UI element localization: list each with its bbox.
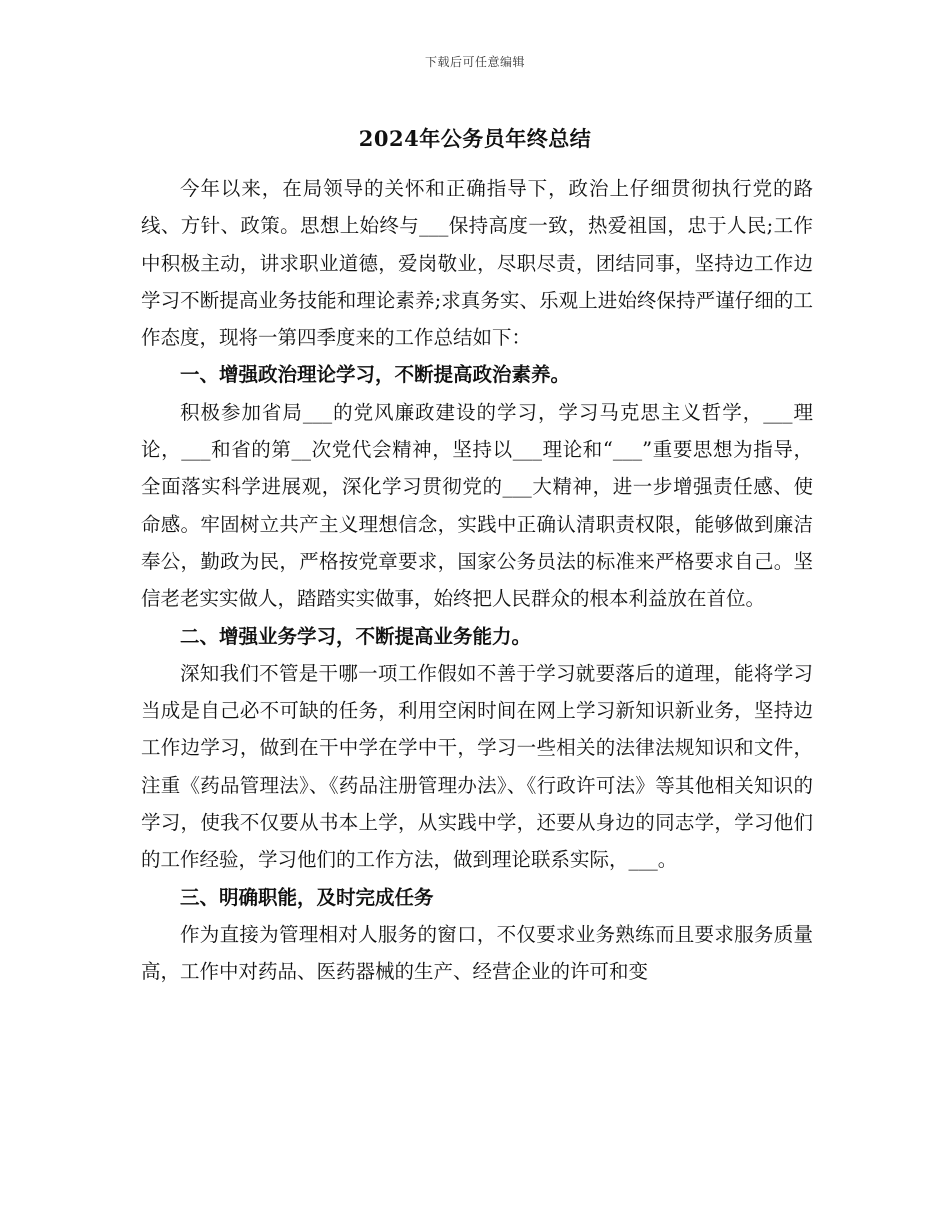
section-heading-3: 三、明确职能，及时完成任务 — [180, 885, 434, 909]
section-heading-2: 二、增强业务学习，不断提高业务能力。 — [180, 624, 532, 648]
page-title: 2024年公务员年终总结 — [358, 126, 592, 151]
section-paragraph-3: 作为直接为管理相对人服务的窗口，不仅要求业务熟练而且要求服务质量高，工作中对药品、医药器械的生产、经营企业的许可和变 — [141, 922, 813, 984]
section-paragraph-2: 深知我们不管是干哪一项工作假如不善于学习就要落后的道理，能将学习当成是自己必不可缺的任务，利用空闲时间在网上学习新知识新业务，坚持边工作边学习，做到在干中学在学中干，学习一些相关的法律法规知识和文件，注重《药品管理法》、《药品注册管理办法》、《行政许可法》等其他相关知识的学习，使我不仅要从书本上学，从实践中学，还要从身边的同志学，学习他们的工作经验，学习他们的工作方法，做到理论联系实际，___。 — [141, 661, 813, 872]
document-body — [141, 170, 813, 991]
intro-paragraph: 今年以来，在局领导的关怀和正确指导下，政治上仔细贯彻执行党的路线、方针、政策。思想上始终与___保持高度一致，热爱祖国，忠于人民;工作中积极主动，讲求职业道德，爱岗敬业，尽职尽责，团结同事，坚持边工作边学习不断提高业务技能和理论素养;求真务实、乐观上进始终保持严谨仔细的工作态度，现将一第四季度来的工作总结如下： — [141, 177, 813, 350]
section-paragraph-1: 积极参加省局___的党风廉政建设的学习，学习马克思主义哲学，___理论，___和省的第__次党代会精神，坚持以___理论和“___”重要思想为指导，全面落实科学进展观，深化学习贯彻党的___大精神，进一步增强责任感、使命感。牢固树立共产主义理想信念，实践中正确认清职责权限，能够做到廉洁奉公，勤政为民，严格按党章要求，国家公务员法的标准来严格要求自己。坚信老老实实做人，踏踏实实做事，始终把人民群众的根本利益放在首位。 — [141, 400, 813, 611]
section-heading-1: 一、增强政治理论学习，不断提高政治素养。 — [180, 363, 571, 387]
header-note: 下载后可任意编辑 — [424, 55, 525, 69]
